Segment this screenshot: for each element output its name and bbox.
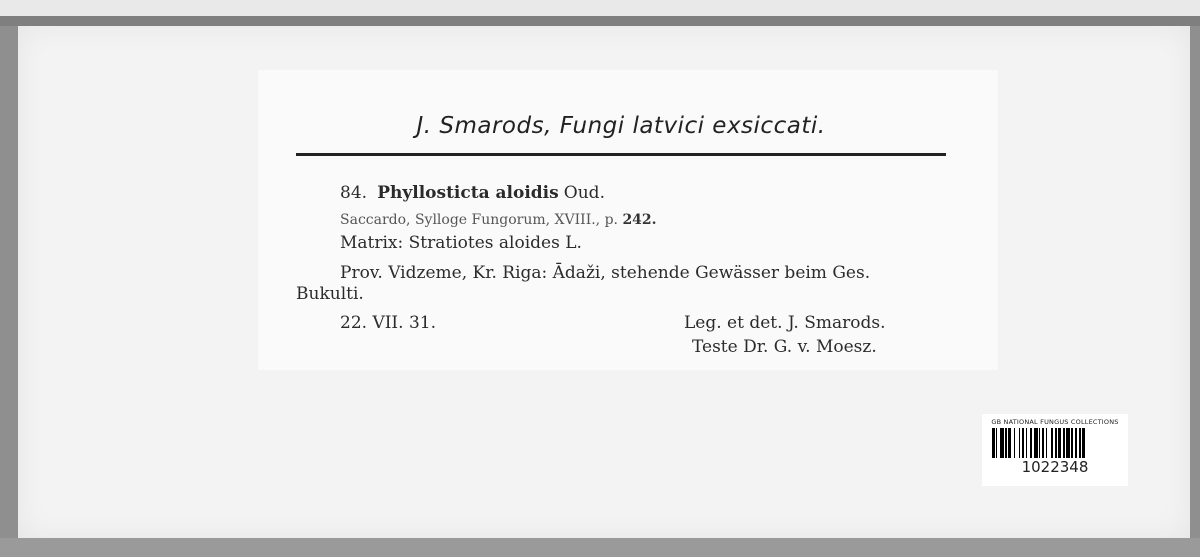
entry-number: 84.: [340, 183, 368, 203]
matrix-line: Matrix: Stratiotes aloides L.: [340, 233, 582, 253]
reference-page: 242.: [622, 212, 657, 228]
top-sheet-edge: [0, 0, 1200, 16]
reference-line: [340, 212, 657, 228]
species-author: Oud.: [563, 183, 605, 203]
barcode: [992, 428, 1118, 458]
verifier-line: Teste Dr. G. v. Moesz.: [692, 337, 877, 357]
locality-line-1: Prov. Vidzeme, Kr. Riga: Ādaži, stehende Gewässer beim Ges.: [340, 263, 871, 283]
barcode-number: 1022348: [1021, 458, 1089, 476]
species-name: Phyllosticta aloidis: [377, 183, 559, 203]
species-line: [340, 183, 605, 203]
top-shadow: [0, 16, 1200, 26]
barcode-label: [982, 414, 1128, 486]
barcode-header: GB NATIONAL FUNGUS COLLECTIONS: [991, 418, 1119, 426]
collection-date: 22. VII. 31.: [340, 313, 436, 333]
collector-line: Leg. et det. J. Smarods.: [684, 313, 886, 333]
series-title: J. Smarods, Fungi latvici exsiccati.: [416, 113, 826, 139]
bottom-edge: [0, 538, 1200, 557]
locality-line-2: Bukulti.: [296, 284, 364, 304]
reference-text: Saccardo, Sylloge Fungorum, XVIII., p.: [340, 212, 618, 228]
barcode-bar: [1085, 428, 1089, 458]
title-rule: [296, 153, 946, 156]
